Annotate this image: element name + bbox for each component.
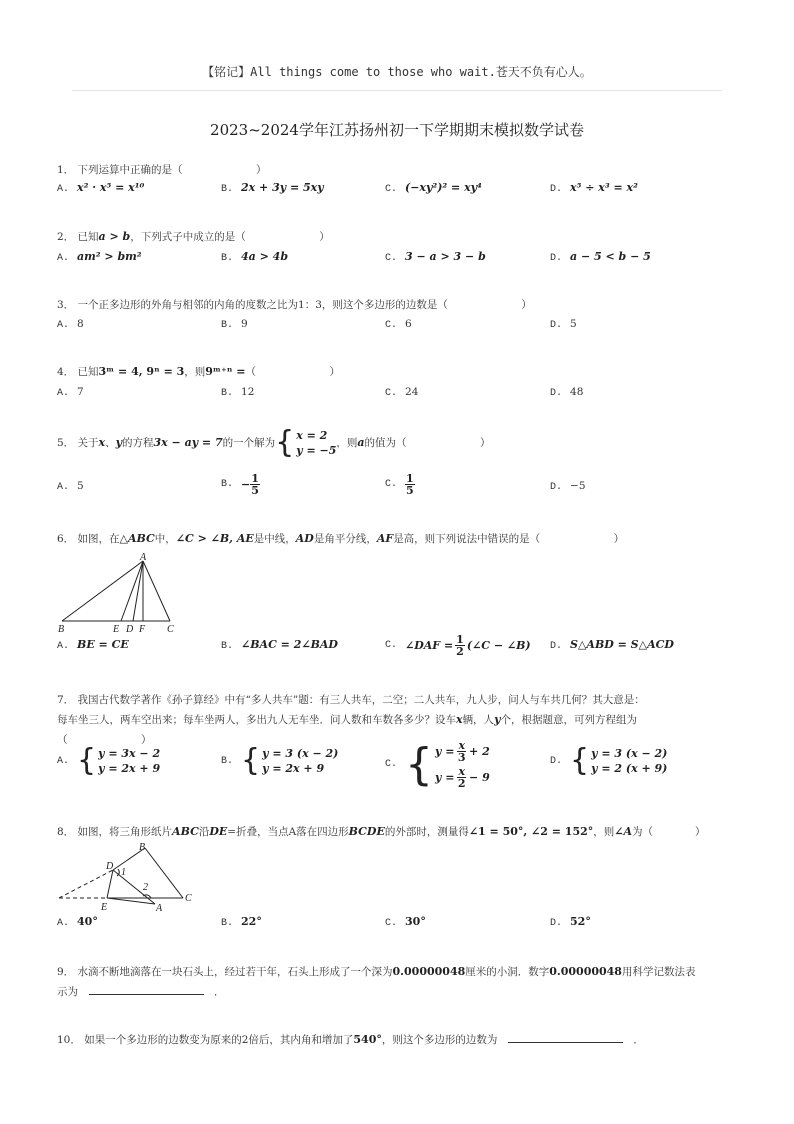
stem-math: 3x − ay = 7: [153, 436, 223, 449]
header-motto: 【铭记】All things come to those who wait.苍天不负有心人。: [202, 65, 592, 79]
stem-math: BCDE: [348, 825, 385, 838]
stem-text: （ ）: [57, 734, 152, 746]
stem-math: x: [98, 436, 106, 449]
stem-text: =折叠，当点A落在四边形: [227, 826, 349, 838]
stem-text: 用科学记数法表: [621, 966, 696, 978]
label-e: E: [101, 902, 108, 913]
question-4: [57, 364, 340, 380]
question-number: 5．: [57, 437, 75, 449]
option-c[interactable]: C. 30°: [385, 915, 426, 929]
stem-text: 厘米的小洞．数字: [465, 966, 550, 978]
label-e: E: [113, 624, 120, 635]
label-b: B: [58, 624, 65, 635]
stem-text: ．: [214, 986, 225, 998]
option-a[interactable]: A. 7: [57, 386, 84, 399]
option-c[interactable]: C. { y = $\frac{x}{3}$ + 2 y = $\frac{x}{2}$ − 9: [385, 738, 490, 790]
option-d[interactable]: D. −5: [550, 480, 586, 493]
option-a[interactable]: A. 8: [57, 318, 84, 331]
question-number: 2．: [57, 231, 75, 243]
stem-text: 是中线，: [253, 533, 296, 545]
figure-line: [113, 870, 155, 904]
stem-text: 沿: [198, 826, 210, 838]
stem-math: y: [115, 436, 122, 449]
stem-text: 为（ ）: [632, 826, 706, 838]
figure-line: [145, 848, 183, 898]
answer-blank[interactable]: [508, 1030, 623, 1043]
stem-text: ，下列式子中成立的是（ ）: [130, 231, 330, 243]
option-b[interactable]: B. ∠BAC = 2∠BAD: [221, 638, 338, 652]
option-a[interactable]: A. 5: [57, 480, 84, 493]
stem-math: 3ᵐ = 4, 9ⁿ = 3: [98, 365, 185, 378]
option-b[interactable]: B. 12: [221, 386, 255, 399]
stem-text: 的外部时，测量得: [384, 826, 469, 838]
question-5: [57, 425, 491, 460]
stem-math: AF: [376, 532, 394, 545]
stem-text: 如果一个多边形的边数变为原来的2倍后，其内角和增加了: [84, 1034, 354, 1046]
stem-text: 关于: [77, 437, 99, 449]
figure-line: [133, 561, 143, 621]
figure-line: [62, 561, 143, 621]
question-number: 10．: [57, 1034, 81, 1046]
stem-math: AD: [295, 532, 314, 545]
stem-text: 是角平分线，: [313, 533, 377, 545]
header-divider: [72, 90, 722, 91]
figure-line: [121, 561, 143, 621]
figure-line: [143, 561, 170, 621]
stem-math: x: [456, 713, 463, 726]
option-b[interactable]: B. − $\frac{1}{5}$: [221, 472, 259, 497]
question-number: 6．: [57, 533, 75, 545]
stem-text: ，则: [336, 437, 358, 449]
stem-text: 辆，人: [462, 714, 495, 726]
option-c[interactable]: C. 6: [385, 318, 412, 331]
label-c: C: [167, 624, 174, 635]
triangle-figure-q6: [55, 551, 185, 636]
stem-text: 我国古代数学著作《孙子算经》中有“多人共车”题：有三人共车，二空；二人共车，九人步，问人与车共几何？其大意是：: [77, 694, 645, 706]
option-a[interactable]: A. BE = CE: [57, 638, 129, 652]
stem-math: △ABC: [119, 532, 155, 545]
question-stem: 一个正多边形的外角与相邻的内角的度数之比为1：3，则这个多边形的边数是（ ）: [77, 299, 532, 311]
stem-math: 9ᵐ⁺ⁿ =: [205, 365, 246, 378]
stem-math: y: [494, 713, 501, 726]
stem-text: 已知: [77, 366, 99, 378]
stem-text: 示为: [57, 986, 78, 998]
stem-text: 每车坐三人，两车空出来；每车坐两人，多出九人无车坐．问人数和车数各多少？设车: [57, 714, 456, 726]
stem-text: 、: [105, 437, 116, 449]
option-a[interactable]: A. x² · x⁵ = x¹⁰: [57, 181, 145, 195]
question-9: [57, 962, 695, 1002]
label-d: D: [126, 624, 134, 635]
question-8: [57, 824, 706, 840]
option-b[interactable]: B. 4a > 4b: [221, 250, 289, 264]
option-a[interactable]: A. 40°: [57, 915, 98, 929]
exam-title: 2023~2024学年江苏扬州初一下学期期末模拟数学试卷: [210, 121, 584, 139]
option-d[interactable]: D. 5: [550, 318, 577, 331]
question-number: 7．: [57, 694, 75, 706]
question-stem: 下列运算中正确的是（ ）: [77, 164, 267, 176]
stem-text: 如图，将三角形纸片: [77, 826, 173, 838]
option-b[interactable]: B. 22°: [221, 915, 262, 929]
stem-text: 的值为（ ）: [364, 437, 491, 449]
answer-blank[interactable]: [89, 982, 204, 995]
option-d[interactable]: D. { y = 3 (x − 2) y = 2 (x + 9): [550, 743, 668, 778]
option-d[interactable]: D. 48: [550, 386, 584, 399]
stem-math: DE: [209, 825, 228, 838]
fraction: $\frac{1}{5}$: [406, 472, 414, 497]
label-b: B: [139, 842, 146, 853]
question-2: [57, 229, 330, 245]
option-a[interactable]: A. am² > bm²: [57, 250, 142, 264]
option-b[interactable]: B. { y = 3 (x − 2) y = 2x + 9: [221, 743, 339, 778]
question-number: 9．: [57, 966, 75, 978]
option-c[interactable]: C. (−xy²)² = xy⁴: [385, 181, 482, 195]
option-c[interactable]: C. ∠DAF = $\frac{1}{2}$ (∠C − ∠B): [385, 633, 531, 658]
option-a[interactable]: A. { y = 3x − 2 y = 2x + 9: [57, 743, 161, 778]
equation-system: { x = 2 y = −5: [275, 425, 337, 460]
stem-math: a > b: [98, 230, 131, 243]
figure-dashed-line: [59, 870, 113, 898]
stem-text: 如图，在: [77, 533, 120, 545]
stem-text: 的方程: [122, 437, 154, 449]
label-2: 2: [143, 882, 148, 893]
stem-text: ，则: [593, 826, 615, 838]
figure-line: [107, 898, 155, 904]
option-b[interactable]: B. 9: [221, 318, 248, 331]
option-c[interactable]: C. 3 − a > 3 − b: [385, 250, 486, 264]
option-c[interactable]: C. 24: [385, 386, 419, 399]
option-d[interactable]: D. 52°: [550, 915, 591, 929]
stem-math: ∠1 = 50°, ∠2 = 152°: [468, 825, 594, 838]
question-3: [57, 297, 532, 313]
stem-math: 0.00000048: [549, 965, 622, 978]
option-d[interactable]: D. x⁵ ÷ x³ = x²: [550, 181, 638, 195]
question-number: 1．: [57, 164, 75, 176]
label-f: F: [139, 624, 146, 635]
fraction: $\frac{1}{2}$: [456, 633, 464, 658]
stem-math: 0.00000048: [392, 965, 466, 978]
question-6: [57, 531, 624, 547]
label-1: 1: [121, 867, 126, 878]
stem-text: 是高，则下列说法中错误的是（ ）: [393, 533, 625, 545]
stem-text: 中，: [154, 533, 176, 545]
figure-line: [107, 870, 113, 898]
question-1: [57, 162, 267, 178]
stem-text: 水滴不断地滴落在一块石头上，经过若干年，石头上形成了一个深为: [77, 966, 393, 978]
question-number: 4．: [57, 366, 75, 378]
fraction: $\frac{1}{5}$: [251, 472, 259, 497]
stem-text: ．: [633, 1034, 644, 1046]
stem-math: ABC: [172, 825, 199, 838]
label-d: D: [106, 861, 114, 872]
label-c: C: [185, 893, 192, 904]
stem-text: （ ）: [245, 366, 341, 378]
stem-math: ∠C > ∠B, AE: [175, 532, 254, 545]
question-number: 8．: [57, 826, 75, 838]
label-a: A: [140, 552, 147, 563]
question-number: 3．: [57, 299, 75, 311]
fold-figure-q8: [55, 840, 205, 915]
stem-math: 540°: [353, 1033, 382, 1046]
label-a: A: [156, 903, 163, 914]
option-d[interactable]: D. a − 5 < b − 5: [550, 250, 651, 264]
stem-math: ∠A: [614, 825, 633, 838]
stem-text: 已知: [77, 231, 99, 243]
stem-text: ，则这个多边形的边数为: [381, 1034, 498, 1046]
option-c[interactable]: C. $\frac{1}{5}$: [385, 472, 414, 497]
stem-math: a: [357, 436, 365, 449]
stem-text: 个，根据题意，可列方程组为: [500, 714, 637, 726]
stem-text: ，则: [184, 366, 206, 378]
question-10: [57, 1030, 644, 1048]
option-d[interactable]: D. S△ABD = S△ACD: [550, 638, 674, 652]
stem-text: 的一个解为: [222, 437, 276, 449]
option-b[interactable]: B. 2x + 3y = 5xy: [221, 181, 324, 195]
